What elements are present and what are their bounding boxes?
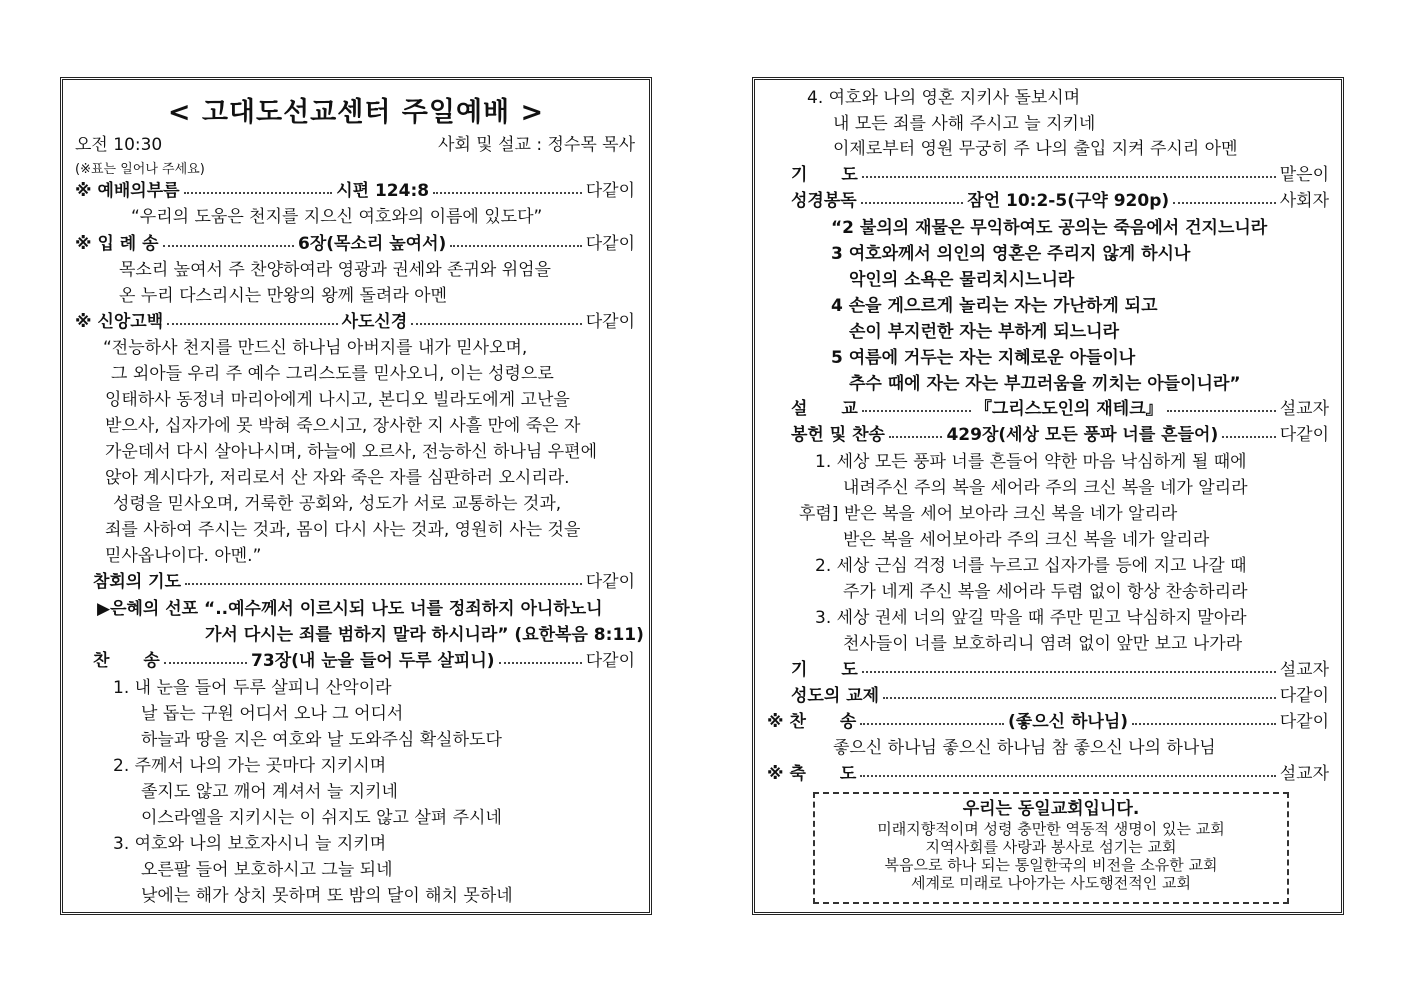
motto-line: 미래지향적이며 성령 충만한 역동적 생명이 있는 교회 <box>877 820 1225 838</box>
opening-hymn-right: 다같이 <box>585 234 635 254</box>
opening-hymn-row <box>75 232 635 256</box>
hymn-row <box>93 649 635 673</box>
church-motto-box <box>813 792 1289 904</box>
opening-hymn-title: 6장(목소리 높여서) <box>298 234 447 254</box>
grace-line: 가서 다시는 죄를 범하지 말라 하시니라” (요한복음 8:11) <box>205 625 644 645</box>
hymn-line: 오른팔 들어 보호하시고 그늘 되네 <box>141 860 393 880</box>
opening-hymn-line: 목소리 높여서 주 찬양하여라 영광과 권세와 존귀와 위엄을 <box>119 260 551 280</box>
reading-line: 4 손을 게으르게 놀리는 자는 가난하게 되고 <box>831 296 1158 316</box>
reading-row <box>791 189 1329 213</box>
worship-time: 오전 10:30 <box>75 135 163 155</box>
creed-label: ※ 신앙고백 <box>75 312 164 332</box>
offering-line: 3. 세상 권세 너의 앞길 막을 때 주만 믿고 낙심하지 말아라 <box>815 608 1247 628</box>
verse4-line: 4. 여호와 나의 영혼 지키사 돌보시며 <box>807 88 1081 108</box>
hymn-line: 하늘과 땅을 지은 여호와 날 도와주심 확실하도다 <box>141 730 502 750</box>
closing-hymn-title: (좋으신 하나님) <box>1008 712 1129 732</box>
benediction-label: ※ 축 도 <box>767 764 857 784</box>
motto-line: 세계로 미래로 나아가는 사도행전적인 교회 <box>911 874 1191 892</box>
motto-line: 지역사회를 사랑과 봉사로 섬기는 교회 <box>925 838 1177 856</box>
offering-label: 봉헌 및 찬송 <box>791 425 885 445</box>
repentance-label: 참회의 기도 <box>93 572 182 592</box>
offering-line: 1. 세상 모든 풍파 너를 흔들어 약한 마음 낙심하게 될 때에 <box>815 452 1247 472</box>
sermon-right: 설교자 <box>1279 399 1330 419</box>
reading-right: 사회자 <box>1279 191 1329 211</box>
call-text: “우리의 도움은 천지를 지으신 여호와의 이름에 있도다” <box>131 207 543 227</box>
prayer2-right: 설교자 <box>1279 660 1329 680</box>
hymn-label: 찬 송 <box>93 651 160 671</box>
creed-right: 다같이 <box>585 312 635 332</box>
reading-line: 5 여름에 거두는 자는 지혜로운 아들이나 <box>831 348 1136 368</box>
reading-reference: 잠언 10:2-5(구약 920p) <box>967 191 1170 211</box>
page-title: < 고대도선교센터 주일예배 > <box>167 97 545 128</box>
hymn-line: 이스라엘을 지키시는 이 쉬지도 않고 살펴 주시네 <box>141 808 502 828</box>
hymn-line: 졸지도 않고 깨어 계셔서 늘 지키네 <box>141 782 398 802</box>
offering-hymn-title: 429장(세상 모든 풍파 너를 흔들어) <box>946 425 1219 445</box>
creed-line: 가운데서 다시 살아나시며, 하늘에 오르사, 전능하신 하나님 우편에 <box>105 442 598 462</box>
right-page <box>752 77 1344 915</box>
sermon-label: 설 교 <box>791 399 858 419</box>
hymn-line: 1. 내 눈을 들어 두루 살피니 산악이라 <box>113 678 392 698</box>
reading-line: 3 여호와께서 의인의 영혼은 주리지 않게 하시나 <box>831 244 1191 264</box>
offering-right: 다같이 <box>1279 425 1329 445</box>
offering-line: 후렴] 받은 복을 세어 보아라 크신 복을 네가 알리라 <box>799 504 1178 524</box>
creed-row <box>75 310 635 334</box>
call-reference: 시편 124:8 <box>336 181 430 201</box>
call-right: 다같이 <box>585 181 636 201</box>
reading-line: 악인의 소욕은 물리치시느니라 <box>849 270 1075 290</box>
reading-line: “2 불의의 재물은 무익하여도 공의는 죽음에서 건지느니라 <box>831 218 1268 238</box>
closing-hymn-label: ※ 찬 송 <box>767 712 857 732</box>
grace-line: ▶은혜의 선포 “..예수께서 이르시되 나도 너를 정죄하지 아니하노니 <box>97 599 603 619</box>
prayer-right: 맡은이 <box>1279 165 1329 185</box>
motto-title: 우리는 동일교회입니다. <box>962 799 1140 819</box>
hymn-right: 다같이 <box>585 651 635 671</box>
benediction-row <box>767 762 1329 786</box>
leader-text: 사회 및 설교 : 정수목 목사 <box>438 135 635 155</box>
creed-line: 성령을 믿사오며, 거룩한 공회와, 성도가 서로 교통하는 것과, <box>113 494 562 514</box>
offering-line: 2. 세상 근심 걱정 너를 누르고 십자가를 등에 지고 나갈 때 <box>815 556 1247 576</box>
standing-note: (※표는 일어나 주세요) <box>75 162 205 177</box>
reading-label: 성경봉독 <box>791 191 857 211</box>
left-page <box>60 77 652 915</box>
offering-line: 받은 복을 세어보아라 주의 크신 복을 네가 알리라 <box>843 530 1210 550</box>
hymn-title: 73장(내 눈을 들어 두루 살피니) <box>251 651 495 671</box>
fellowship-right: 다같이 <box>1279 686 1329 706</box>
creed-line: 그 외아들 우리 주 예수 그리스도를 믿사오니, 이는 성령으로 <box>111 364 554 384</box>
fellowship-row <box>791 684 1329 708</box>
prayer-label: 기 도 <box>791 165 858 185</box>
prayer2-row <box>791 658 1329 682</box>
creed-line: 잉태하사 동정녀 마리아에게 나시고, 본디오 빌라도에게 고난을 <box>105 390 570 410</box>
sermon-title: 『그리스도인의 재테크』 <box>974 399 1163 419</box>
benediction-right: 설교자 <box>1279 764 1329 784</box>
creed-line: 앉아 계시다가, 저리로서 산 자와 죽은 자를 심판하러 오시리라. <box>105 468 570 488</box>
fellowship-label: 성도의 교제 <box>791 686 880 706</box>
verse4-line: 내 모든 죄를 사해 주시고 늘 지키네 <box>833 114 1096 134</box>
opening-hymn-label: ※ 입 례 송 <box>75 234 159 254</box>
hymn-line: 2. 주께서 나의 가는 곳마다 지키시며 <box>113 756 387 776</box>
verse4-line: 이제로부터 영원 무궁히 주 나의 출입 지켜 주시리 아멘 <box>833 139 1238 159</box>
motto-line: 복음으로 하나 되는 통일한국의 비전을 소유한 교회 <box>884 856 1218 874</box>
reading-line: 추수 때에 자는 자는 부끄러움을 끼치는 아들이니라” <box>849 374 1241 394</box>
closing-hymn-right: 다같이 <box>1279 712 1330 732</box>
offering-line: 천사들이 너를 보호하리니 염려 없이 앞만 보고 나가라 <box>843 634 1243 654</box>
creed-line: 믿사옵나이다. 아멘.” <box>105 546 262 566</box>
call-label: ※ 예배의부름 <box>75 181 180 201</box>
hymn-line: 날 돕는 구원 어디서 오나 그 어디서 <box>141 704 404 724</box>
closing-hymn-row <box>767 710 1329 734</box>
prayer2-label: 기 도 <box>791 660 858 680</box>
creed-title: 사도신경 <box>341 312 408 332</box>
repentance-row <box>93 570 635 594</box>
prayer-row <box>791 163 1329 187</box>
reading-line: 손이 부지런한 자는 부하게 되느니라 <box>849 322 1120 342</box>
sermon-row <box>791 397 1329 421</box>
creed-line: 받으사, 십자가에 못 박혀 죽으시고, 장사한 지 사흘 만에 죽은 자 <box>105 416 581 436</box>
offering-line: 내려주신 주의 복을 세어라 주의 크신 복을 네가 알리라 <box>843 478 1248 498</box>
offering-line: 주가 네게 주신 복을 세어라 두렴 없이 항상 찬송하리라 <box>843 582 1248 602</box>
creed-line: “전능하사 천지를 만드신 하나님 아버지를 내가 믿사오며, <box>103 338 528 358</box>
repentance-right: 다같이 <box>585 572 635 592</box>
call-to-worship-row <box>75 179 635 203</box>
creed-line: 죄를 사하여 주시는 것과, 몸이 다시 사는 것과, 영원히 사는 것을 <box>105 520 581 540</box>
closing-hymn-text: 좋으신 하나님 좋으신 하나님 참 좋으신 나의 하나님 <box>833 738 1216 758</box>
hymn-line: 낮에는 해가 상치 못하며 또 밤의 달이 해치 못하네 <box>141 886 513 906</box>
opening-hymn-line: 온 누리 다스리시는 만왕의 왕께 돌려라 아멘 <box>119 286 448 306</box>
offering-row <box>791 423 1329 447</box>
hymn-line: 3. 여호와 나의 보호자시니 늘 지키며 <box>113 834 387 854</box>
